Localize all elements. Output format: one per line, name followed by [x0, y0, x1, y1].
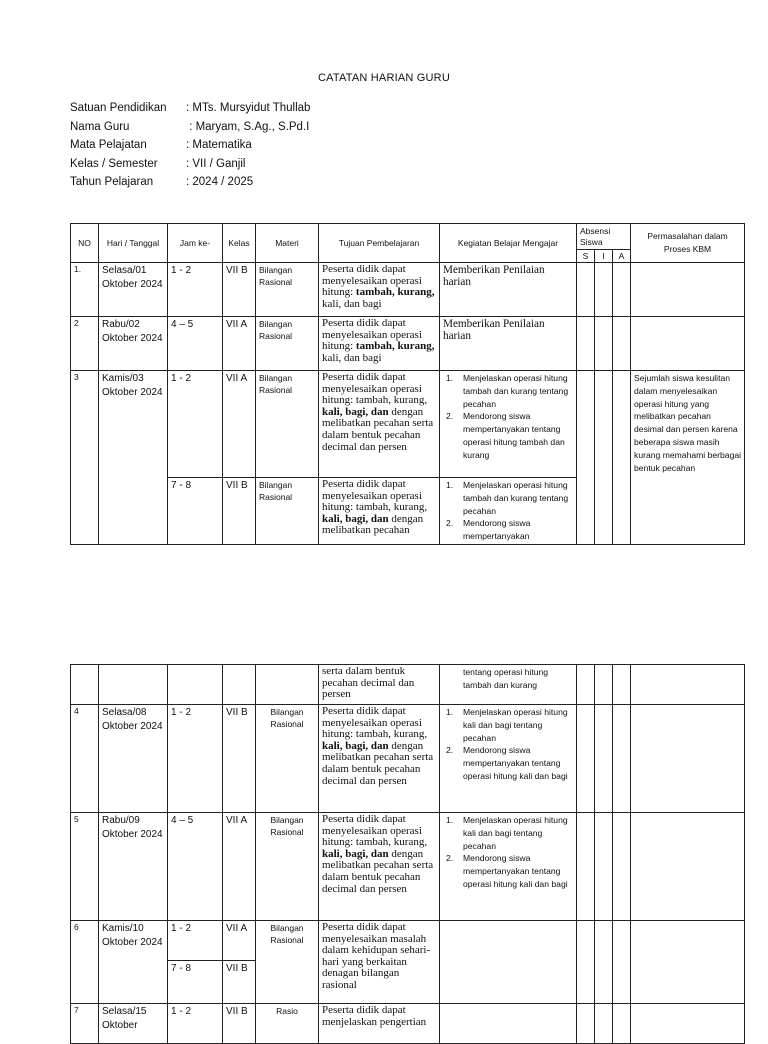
cell-no: [71, 665, 99, 705]
meta-row-satuan: [70, 99, 310, 118]
kegiatan-list: [443, 372, 573, 462]
cell-no: 1.: [71, 263, 99, 317]
cell-tujuan: serta dalam bentuk pecahan decimal dan persen: [319, 665, 440, 705]
cell-materi: Bilangan Rasional: [256, 921, 319, 1004]
list-number: 1.: [446, 815, 454, 825]
list-number: 2.: [446, 853, 454, 864]
table-row: [71, 921, 745, 961]
cell-no: 4: [71, 705, 99, 813]
cell-tujuan: Peserta didik dapat menyelesaikan masalah dalam kehidupan sehari-hari yang berkaitan denagan bilangan rasional: [319, 921, 440, 1004]
cell-jam: 1 - 2: [168, 1004, 223, 1044]
cell-materi: Bilangan Rasional: [256, 813, 319, 921]
header-kegiatan: Kegiatan Belajar Mengajar: [440, 224, 577, 263]
cell-kelas: VII B: [223, 1004, 256, 1044]
cell-kegiatan: [440, 813, 577, 921]
meta-value: : VII / Ganjil: [186, 157, 246, 170]
cell-tujuan: [319, 263, 440, 317]
cell-jam: 7 - 8: [168, 478, 223, 545]
tujuan-bold: kali, bagi, dan: [322, 405, 389, 418]
tujuan-text: kali, dan bagi: [322, 297, 382, 310]
header-no: NO: [71, 224, 99, 263]
cell-absensi-i: [595, 263, 613, 317]
cell-kegiatan: [440, 478, 577, 545]
list-text: Menjelaskan operasi hitung tambah dan kurang tentang pecahan: [463, 373, 569, 409]
document-title: CATATAN HARIAN GURU: [318, 72, 450, 84]
cell-hari: Selasa/15 Oktober: [99, 1004, 168, 1044]
list-text: Menjelaskan operasi hitung tambah dan kurang tentang pecahan: [463, 480, 569, 516]
meta-value: : MTs. Mursyidut Thullab: [186, 102, 311, 114]
header-materi: Materi: [256, 224, 319, 263]
cell-no: 2: [71, 317, 99, 371]
cell-absensi-i: [595, 371, 613, 545]
meta-row-kelas: [70, 155, 310, 174]
tujuan-bold: kali, bagi, dan: [322, 739, 389, 752]
cell-hari: Kamis/03 Oktober 2024: [99, 371, 168, 545]
cell-permasalahan: [631, 317, 745, 371]
meta-label: Kelas / Semester: [70, 157, 158, 170]
header-absensi-i: I: [595, 250, 613, 263]
meta-label: Mata Pelajatan: [70, 139, 147, 151]
cell-permasalahan: [631, 705, 745, 813]
cell-absensi-i: [595, 317, 613, 371]
cell-kegiatan: [440, 705, 577, 813]
list-text: Mendorong siswa mempertanyakan tentang operasi hitung tambah dan kurang: [463, 411, 565, 460]
cell-hari: Rabu/09 Oktober 2024: [99, 813, 168, 921]
kegiatan-list: [443, 479, 573, 543]
cell-jam: 1 - 2: [168, 263, 223, 317]
document-identity: [70, 99, 310, 192]
cell-absensi-i: [595, 705, 613, 813]
cell-absensi-s: [577, 921, 595, 1004]
cell-kegiatan: Memberikan Penilaian harian: [440, 317, 577, 371]
cell-permasalahan: [631, 263, 745, 317]
cell-absensi-i: [595, 921, 613, 1004]
tujuan-text: kali, dan bagi: [322, 351, 382, 364]
cell-materi: [256, 665, 319, 705]
cell-hari: Kamis/10 Oktober 2024: [99, 921, 168, 1004]
cell-tujuan: [319, 478, 440, 545]
cell-absensi-s: [577, 665, 595, 705]
tujuan-text: dengan melibatkan pecahan: [322, 512, 424, 537]
meta-value: : Maryam, S.Ag., S.Pd.I: [186, 120, 310, 133]
header-absensi-a: A: [613, 250, 631, 263]
table-row: [71, 813, 745, 921]
tujuan-bold: tambah, kurang,: [355, 286, 435, 299]
cell-absensi-i: [595, 665, 613, 705]
meta-value: : Matematika: [186, 139, 252, 151]
cell-absensi-a: [613, 371, 631, 545]
header-absensi: Absensi Siswa: [577, 224, 631, 250]
list-item: [443, 852, 573, 890]
cell-kelas: VII A: [223, 921, 256, 961]
list-number: 1.: [446, 373, 454, 383]
table-row: [71, 263, 745, 317]
cell-permasalahan: [631, 665, 745, 705]
tujuan-text: Peserta didik dapat menyelesaikan operasi hitung:: [322, 317, 422, 353]
header-kelas: Kelas: [223, 224, 256, 263]
cell-no: 7: [71, 1004, 99, 1044]
cell-permasalahan: [631, 921, 745, 1004]
list-number: 2.: [446, 745, 454, 756]
cell-jam: 1 - 2: [168, 921, 223, 961]
cell-materi: Rasio: [256, 1004, 319, 1044]
cell-tujuan: [319, 813, 440, 921]
cell-absensi-s: [577, 263, 595, 317]
list-item: [443, 410, 573, 461]
table-row: [71, 665, 745, 705]
cell-no: 3: [71, 371, 99, 545]
list-item: [443, 517, 573, 543]
cell-absensi-s: [577, 813, 595, 921]
cell-tujuan: [319, 317, 440, 371]
tujuan-text: Peserta didik dapat menyelesaikan operasi hitung: tambah, kurang,: [322, 813, 428, 849]
tujuan-text: dengan melibatkan pecahan serta dalam bentuk pecahan decimal dan persen: [322, 405, 434, 453]
tujuan-bold: kali, bagi, dan: [322, 512, 389, 525]
cell-materi: Bilangan Rasional: [256, 263, 319, 317]
cell-materi: Bilangan Rasional: [256, 371, 319, 478]
list-text: Mendorong siswa mempertanyakan tentang operasi hitung kali dan bagi: [463, 853, 568, 889]
cell-kelas: VII B: [223, 961, 256, 1004]
tujuan-bold: tambah, kurang,: [355, 340, 435, 353]
tujuan-text: Peserta didik dapat menyelesaikan operasi hitung: tambah, kurang,: [322, 371, 428, 407]
list-number: 1.: [446, 480, 454, 490]
cell-absensi-s: [577, 705, 595, 813]
cell-tujuan: [319, 705, 440, 813]
list-item: [443, 372, 573, 410]
cell-hari: Rabu/02 Oktober 2024: [99, 317, 168, 371]
list-item: [443, 706, 573, 744]
cell-hari: Selasa/01 Oktober 2024: [99, 263, 168, 317]
cell-kegiatan: [440, 921, 577, 1004]
header-tujuan: Tujuan Pembelajaran: [319, 224, 440, 263]
cell-kelas: VII B: [223, 263, 256, 317]
tujuan-bold: kali, bagi, dan: [322, 847, 389, 860]
list-number: 2.: [446, 411, 454, 422]
cell-jam: [168, 665, 223, 705]
cell-kelas: VII A: [223, 371, 256, 478]
list-number: 2.: [446, 518, 454, 529]
cell-absensi-s: [577, 371, 595, 545]
cell-absensi-a: [613, 813, 631, 921]
cell-hari: [99, 665, 168, 705]
list-text: Mendorong siswa mempertanyakan tentang operasi hitung kali dan bagi: [463, 745, 568, 781]
cell-jam: 1 - 2: [168, 371, 223, 478]
cell-absensi-i: [595, 813, 613, 921]
cell-absensi-s: [577, 317, 595, 371]
table-row: [71, 705, 745, 813]
header-jam: Jam ke-: [168, 224, 223, 263]
list-item: [443, 479, 573, 517]
tujuan-text: dengan melibatkan pecahan serta dalam bentuk pecahan decimal dan persen: [322, 739, 434, 787]
cell-hari: Selasa/08 Oktober 2024: [99, 705, 168, 813]
meta-row-mapel: [70, 136, 310, 155]
cell-permasalahan: [631, 813, 745, 921]
cell-materi: Bilangan Rasional: [256, 478, 319, 545]
cell-kelas: VII B: [223, 478, 256, 545]
list-number: 1.: [446, 707, 454, 717]
list-item: [443, 744, 573, 782]
table-row: [71, 371, 745, 478]
cell-no: 5: [71, 813, 99, 921]
table-row: [71, 317, 745, 371]
cell-jam: 1 - 2: [168, 705, 223, 813]
cell-absensi-a: [613, 317, 631, 371]
cell-materi: Bilangan Rasional: [256, 705, 319, 813]
tujuan-text: dengan melibatkan pecahan serta dalam bentuk pecahan decimal dan persen: [322, 847, 434, 895]
kegiatan-list: [443, 706, 573, 783]
cell-materi: Bilangan Rasional: [256, 317, 319, 371]
list-text: Menjelaskan operasi hitung kali dan bagi tentang pecahan: [463, 707, 568, 743]
tujuan-text: Peserta didik dapat menyelesaikan operasi hitung: tambah, kurang,: [322, 478, 428, 514]
journal-table-continued: [70, 664, 745, 1044]
cell-kegiatan: [440, 371, 577, 478]
journal-table: [70, 223, 745, 545]
cell-kegiatan: tentang operasi hitung tambah dan kurang: [440, 665, 577, 705]
meta-label: Nama Guru: [70, 120, 130, 133]
cell-jam: 4 – 5: [168, 317, 223, 371]
meta-label: Tahun Pelajaran: [70, 176, 154, 188]
cell-absensi-a: [613, 705, 631, 813]
cell-jam: 7 - 8: [168, 961, 223, 1004]
meta-label: Satuan Pendidikan: [70, 102, 167, 114]
meta-row-guru: [70, 118, 310, 137]
cell-absensi-a: [613, 665, 631, 705]
cell-no: 6: [71, 921, 99, 1004]
cell-kelas: VII A: [223, 317, 256, 371]
list-item: [443, 814, 573, 852]
cell-jam: 4 – 5: [168, 813, 223, 921]
header-permasalahan: Permasalahan dalam Proses KBM: [631, 224, 745, 263]
tujuan-text: Peserta didik dapat menyelesaikan operasi hitung:: [322, 263, 422, 299]
cell-kelas: VII A: [223, 813, 256, 921]
cell-tujuan: Peserta didik dapat menjelaskan pengertian: [319, 1004, 440, 1044]
tujuan-text: Peserta didik dapat menyelesaikan operasi hitung: tambah, kurang,: [322, 705, 428, 741]
meta-row-tahun: [70, 173, 310, 192]
cell-permasalahan: Sejumlah siswa kesulitan dalam menyelesaikan operasi hitung yang melibatkan pecahan desimal dan persen karena beberapa siswa masih kurang memahami berbagai bentuk pecahan: [631, 371, 745, 545]
header-hari-tanggal: Hari / Tanggal: [99, 224, 168, 263]
cell-tujuan: [319, 371, 440, 478]
list-text: Menjelaskan operasi hitung kali dan bagi tentang pecahan: [463, 815, 568, 851]
kegiatan-list: [443, 814, 573, 891]
cell-kelas: VII B: [223, 705, 256, 813]
cell-absensi-a: [613, 921, 631, 1004]
header-absensi-s: S: [577, 250, 595, 263]
list-text: Mendorong siswa mempertanyakan: [463, 518, 531, 542]
meta-value: : 2024 / 2025: [186, 176, 254, 188]
cell-kelas: [223, 665, 256, 705]
cell-kegiatan: Memberikan Penilaian harian: [440, 263, 577, 317]
cell-absensi-a: [613, 263, 631, 317]
